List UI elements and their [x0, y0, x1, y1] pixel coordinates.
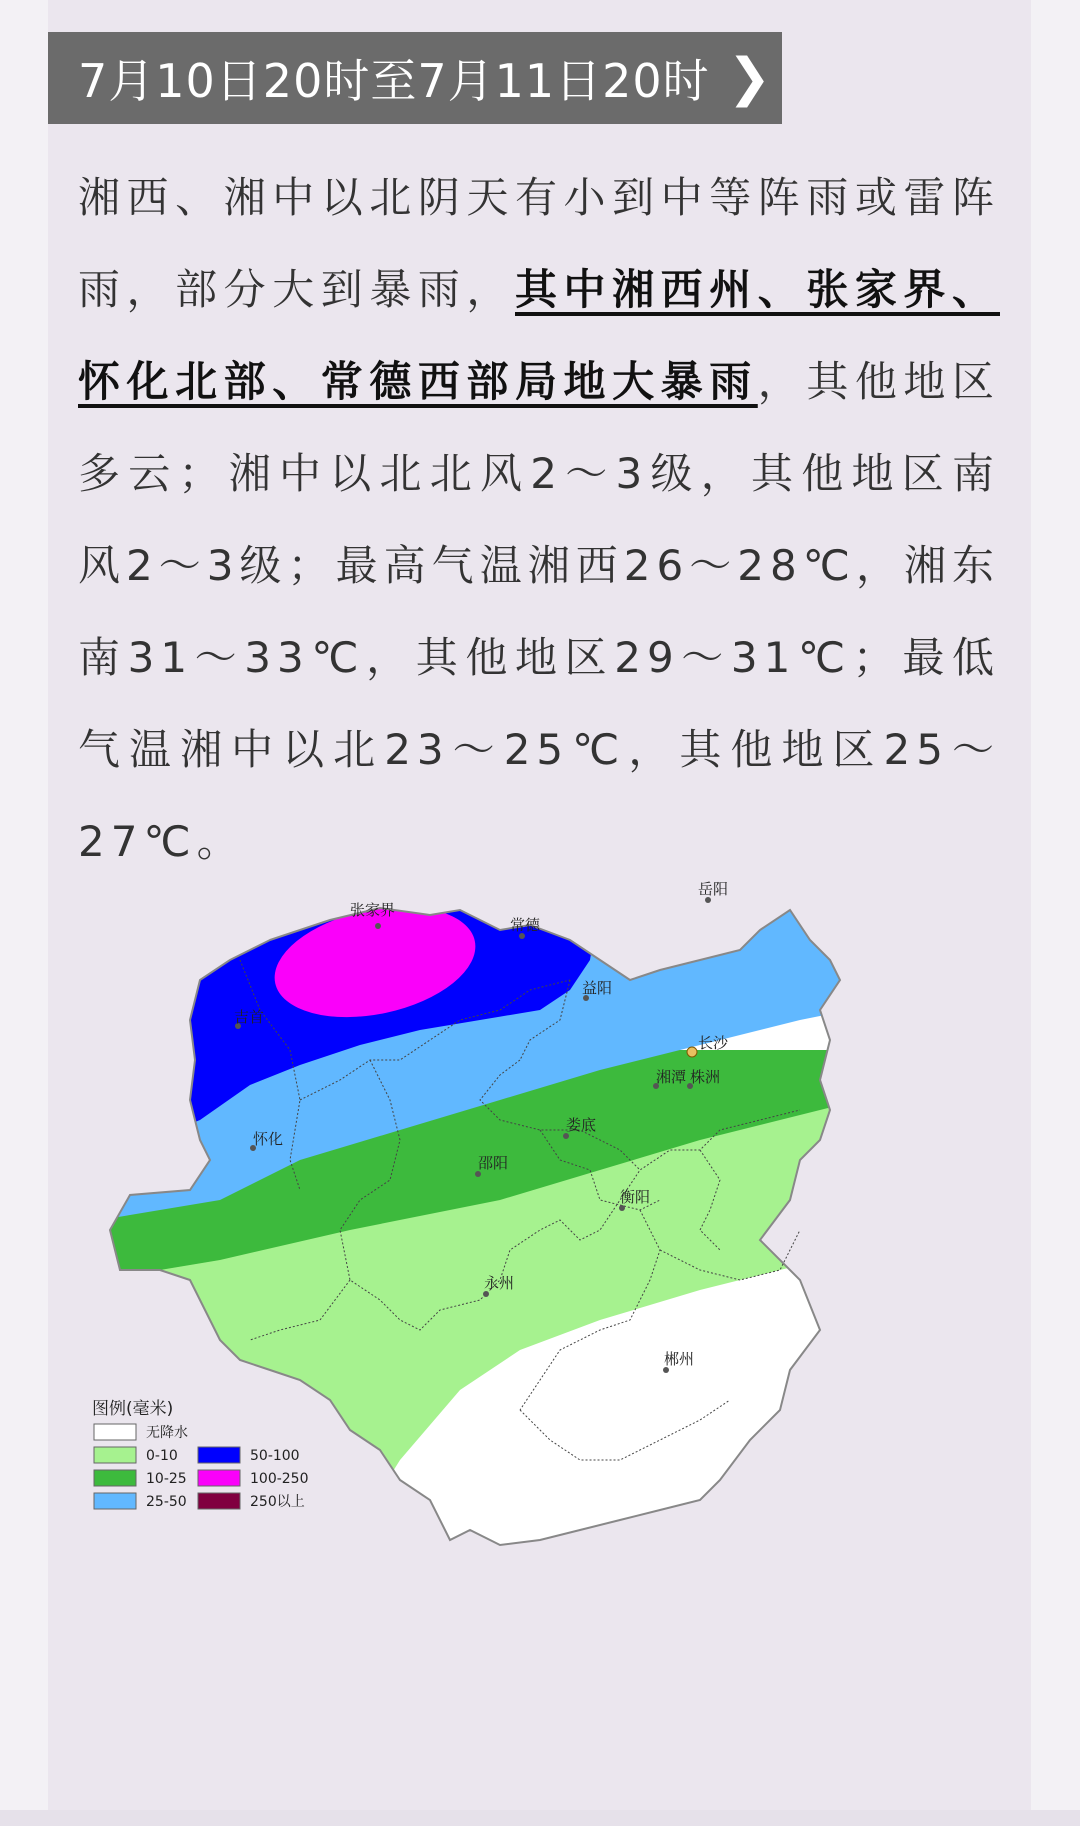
legend-label-10-25: 10-25 [146, 1471, 187, 1487]
forecast-part1: 湘西、湘中以北阴天有小到中等阵雨或雷阵雨，部分大到暴雨， [78, 173, 1000, 314]
rainfall-map [92, 880, 1000, 1800]
city-zhuzhou: 株洲 [690, 1068, 721, 1086]
map-legend [92, 1399, 309, 1510]
period-title: 7月10日20时至7月11日20时 [78, 54, 710, 108]
legend-label-none: 无降水 [146, 1425, 188, 1441]
city-chenzhou: 郴州 [664, 1350, 695, 1368]
city-changde: 常德 [510, 916, 541, 934]
forecast-highlight: 其中湘西州、张家界、怀化北部、常德西部局地大暴雨 [78, 265, 1000, 406]
city-yongzhou: 永州 [484, 1274, 515, 1292]
city-loudi: 娄底 [566, 1116, 597, 1134]
city-zhangjiajie: 张家界 [350, 901, 396, 919]
bottom-strip [0, 1810, 1080, 1826]
forecast-part2: ，其他地区多云；湘中以北北风2～3级，其他地区南风2～3级；最高气温湘西26～28℃，湘东南31～33℃，其他地区29～31℃；最低气温湘中以北23～25℃，其他地区25～27℃。 [78, 357, 1000, 866]
rainfall-map-svg [92, 880, 1000, 1800]
city-yueyang: 岳阳 [698, 880, 729, 898]
legend-swatch-25-50 [94, 1493, 136, 1509]
capital-marker [687, 1047, 697, 1057]
legend-swatch-250-plus [198, 1493, 240, 1509]
city-changsha: 长沙 [698, 1034, 729, 1052]
city-hengyang: 衡阳 [620, 1188, 651, 1206]
chevron-right-icon: ❯ [727, 48, 773, 108]
legend-swatch-0-10 [94, 1447, 136, 1463]
legend-label-25-50: 25-50 [146, 1494, 187, 1510]
city-xiangtan: 湘潭 [656, 1068, 687, 1086]
legend-label-250-plus: 250以上 [250, 1494, 305, 1510]
legend-label-0-10: 0-10 [146, 1448, 178, 1464]
city-yiyang: 益阳 [582, 979, 613, 997]
legend-swatch-10-25 [94, 1470, 136, 1486]
period-header[interactable] [48, 32, 782, 124]
legend-swatch-50-100 [198, 1447, 240, 1463]
legend-swatch-none [94, 1424, 136, 1440]
city-dot [375, 923, 381, 929]
city-shaoyang: 邵阳 [478, 1154, 509, 1172]
legend-label-50-100: 50-100 [250, 1448, 300, 1464]
city-huaihua: 怀化 [253, 1130, 284, 1148]
forecast-text [78, 152, 1000, 888]
city-jishou: 吉首 [234, 1008, 265, 1026]
legend-title: 图例(毫米) [92, 1399, 174, 1419]
legend-label-100-250: 100-250 [250, 1471, 309, 1487]
legend-swatch-100-250 [198, 1470, 240, 1486]
